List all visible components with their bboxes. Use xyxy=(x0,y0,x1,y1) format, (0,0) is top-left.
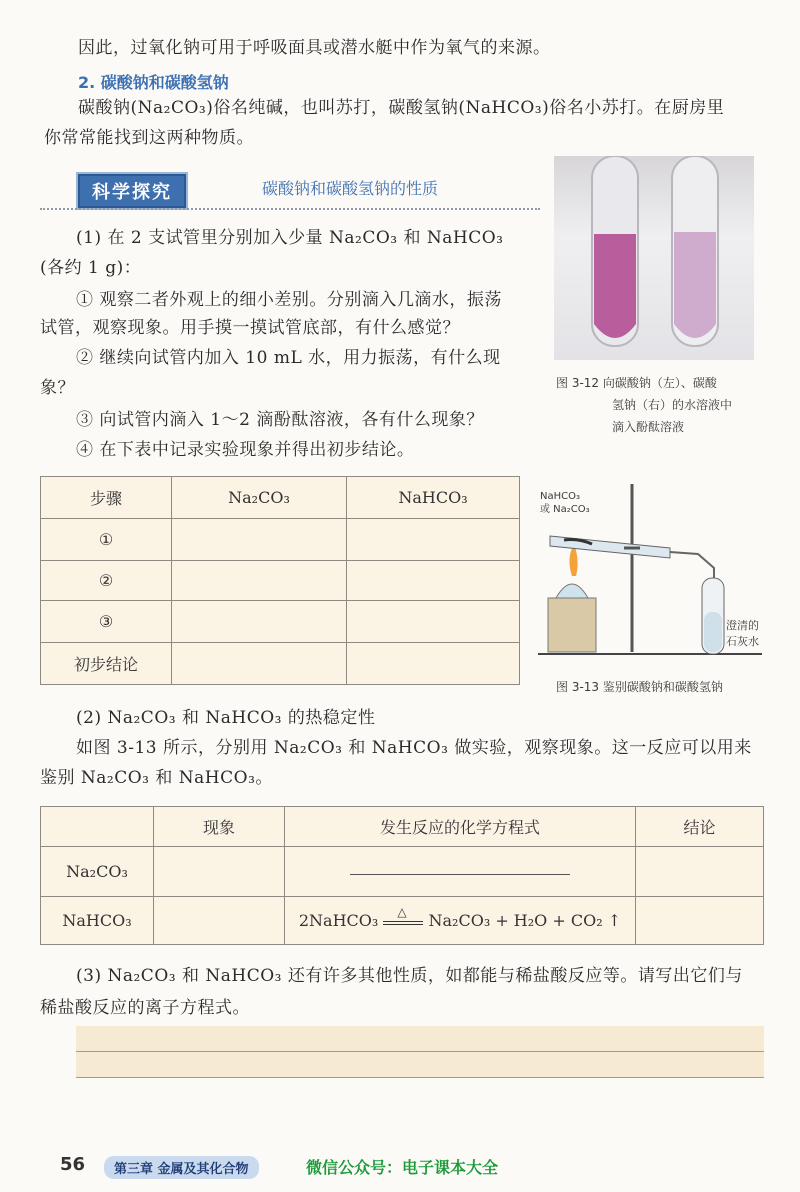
figure-3-12-caption-line1: 图 3-12 向碳酸钠（左）、碳酸 xyxy=(556,376,717,390)
answer-line xyxy=(76,1051,764,1052)
table-cell xyxy=(172,561,347,601)
step-2-line2: 象？ xyxy=(40,378,75,398)
section-2-title: (2) Na₂CO₃ 和 NaHCO₃ 的热稳定性 xyxy=(76,708,376,728)
apparatus-label-limewater-line2: 石灰水 xyxy=(726,635,759,648)
page-number: 56 xyxy=(60,1154,86,1175)
question-1-line2: (各约 1 g)： xyxy=(40,258,142,278)
table-header: 现象 xyxy=(154,807,285,847)
section-3-line1: (3) Na₂CO₃ 和 NaHCO₃ 还有许多其他性质，如都能与稀盐酸反应等。请写出它们与 xyxy=(76,966,743,986)
figure-3-12-caption-line2: 氢钠（右）的水溶液中 xyxy=(612,398,733,412)
equation-reactant: 2NaHCO₃ xyxy=(298,911,379,930)
table-cell xyxy=(636,847,764,897)
table-cell xyxy=(347,561,520,601)
equation-products: Na₂CO₃ + H₂O + CO₂ xyxy=(428,911,603,930)
apparatus-label-reagent-line1: NaHCO₃ xyxy=(540,491,580,502)
table-row-label: ③ xyxy=(41,601,172,643)
table-cell xyxy=(636,897,764,945)
reaction-arrow xyxy=(383,904,423,929)
apparatus-label-reagent-line2: 或 Na₂CO₃ xyxy=(540,504,590,515)
table-cell xyxy=(172,519,347,561)
step-1-line1: ① 观察二者外观上的细小差别。分别滴入几滴水，振荡 xyxy=(76,290,502,310)
table-header: 结论 xyxy=(636,807,764,847)
thermal-stability-table xyxy=(40,806,764,945)
chapter-label: 第三章 金属及其化合物 xyxy=(104,1156,259,1179)
intro-paragraph-line2: 你常常能找到这两种物质。 xyxy=(44,128,254,148)
table-row-label: 初步结论 xyxy=(41,643,172,685)
step-2-line1: ② 继续向试管内加入 10 mL 水，用力振荡，有什么现 xyxy=(76,348,501,368)
apparatus-label-limewater-line1: 澄清的 xyxy=(726,619,759,632)
table-row-label: ② xyxy=(41,561,172,601)
table-cell xyxy=(347,519,520,561)
answer-area[interactable] xyxy=(76,1026,764,1078)
equation-blank-cell xyxy=(285,847,636,897)
step-1-line2: 试管，观察现象。用手摸一摸试管底部，有什么感觉？ xyxy=(40,318,460,338)
table-cell xyxy=(347,643,520,685)
answer-line xyxy=(76,1077,764,1078)
wechat-watermark: 微信公众号：电子课本大全 xyxy=(306,1158,499,1177)
table-cell xyxy=(347,601,520,643)
step-4: ④ 在下表中记录实验现象并得出初步结论。 xyxy=(76,440,415,460)
explore-badge: 科学探究 xyxy=(76,172,188,210)
equation-cell xyxy=(285,897,636,945)
blank-line xyxy=(350,874,570,875)
section-2-line2: 鉴别 Na₂CO₃ 和 NaHCO₃。 xyxy=(40,768,273,788)
section-2-line1: 如图 3-13 所示，分别用 Na₂CO₃ 和 NaHCO₃ 做实验，观察现象。这一反应可以用来 xyxy=(76,738,752,758)
dotted-divider xyxy=(40,208,540,210)
table-header: 步骤 xyxy=(41,477,172,519)
table-header xyxy=(41,807,154,847)
intro-line: 因此，过氧化钠可用于呼吸面具或潜水艇中作为氧气的来源。 xyxy=(78,38,551,58)
table-row-label: NaHCO₃ xyxy=(41,897,154,945)
equals-bar-top xyxy=(383,921,423,922)
heat-symbol: △ xyxy=(397,904,407,919)
table-header: 发生反应的化学方程式 xyxy=(285,807,636,847)
explore-title: 碳酸钠和碳酸氢钠的性质 xyxy=(262,179,439,198)
table-cell xyxy=(154,897,285,945)
table-header: NaHCO₃ xyxy=(347,477,520,519)
step-3: ③ 向试管内滴入 1～2 滴酚酞溶液，各有什么现象？ xyxy=(76,410,484,430)
intro-paragraph-line1: 碳酸钠(Na₂CO₃)俗名纯碱，也叫苏打，碳酸氢钠(NaHCO₃)俗名小苏打。在厨房里 xyxy=(78,98,725,118)
table-cell xyxy=(172,601,347,643)
table-header: Na₂CO₃ xyxy=(172,477,347,519)
figure-3-13-caption: 图 3-13 鉴别碳酸钠和碳酸氢钠 xyxy=(556,680,723,694)
table-cell xyxy=(172,643,347,685)
section-heading: 2. 碳酸钠和碳酸氢钠 xyxy=(78,73,229,92)
test-tubes-image xyxy=(554,156,754,360)
question-1-line1: (1) 在 2 支试管里分别加入少量 Na₂CO₃ 和 NaHCO₃ xyxy=(76,228,504,248)
table-cell xyxy=(154,847,285,897)
observation-table xyxy=(40,476,520,685)
equals-bar-bottom xyxy=(383,924,423,925)
gas-arrow: ↑ xyxy=(607,911,622,930)
table-row-label: Na₂CO₃ xyxy=(41,847,154,897)
table-row-label: ① xyxy=(41,519,172,561)
section-3-line2: 稀盐酸反应的离子方程式。 xyxy=(40,998,250,1018)
figure-3-12-caption-line3: 滴入酚酞溶液 xyxy=(612,420,685,434)
test-tubes-photo xyxy=(554,156,754,360)
